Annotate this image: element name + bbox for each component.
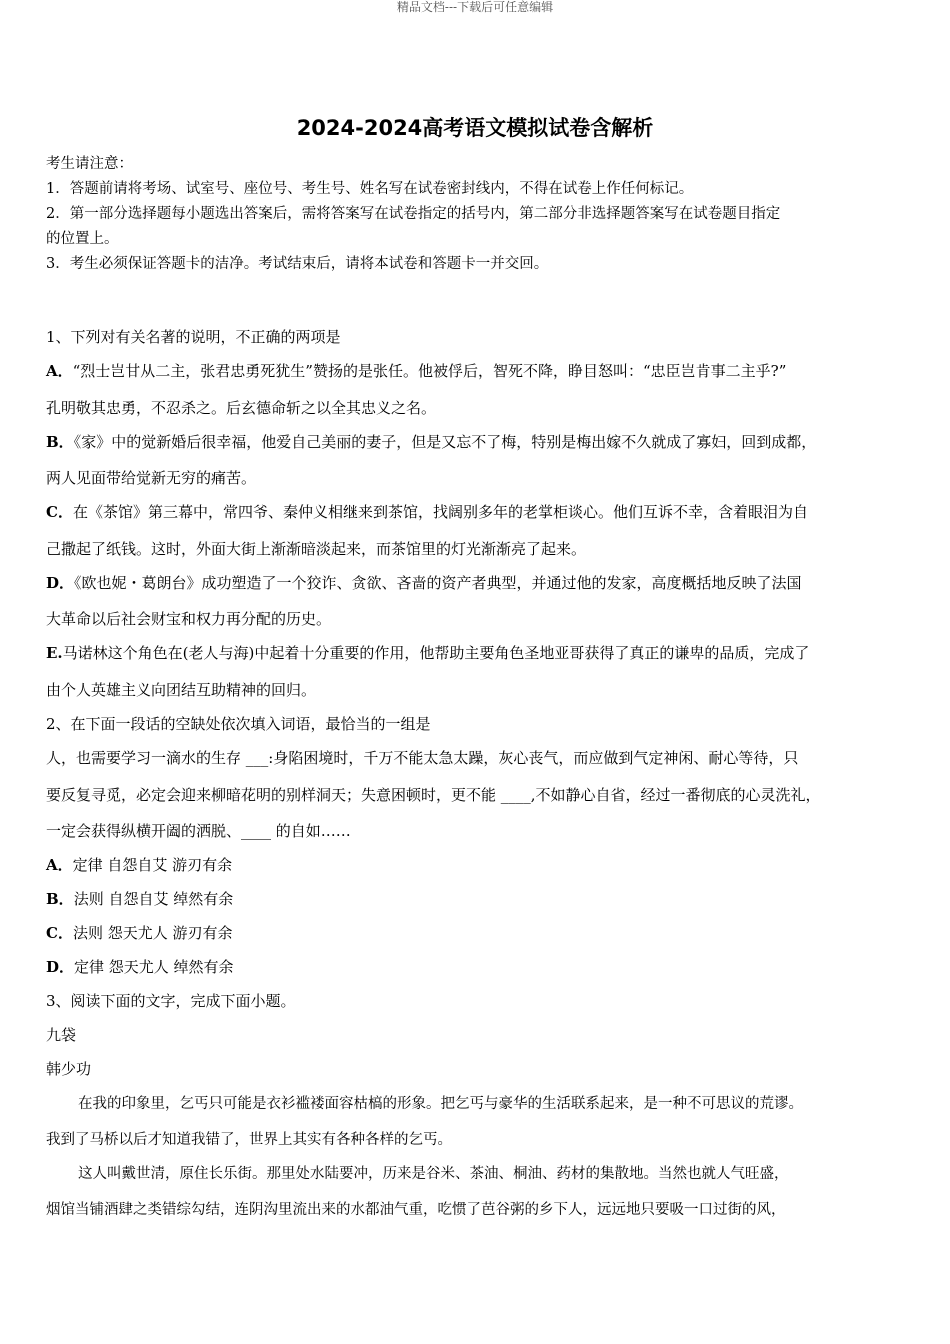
option-text: 《家》中的觉新婚后很幸福，他爱自己美丽的妻子，但是又忘不了梅，特别是梅出嫁不久就成了寡妇，回到成都， xyxy=(73,433,817,451)
q1-option-a xyxy=(46,360,786,381)
q2-option-b xyxy=(46,888,233,909)
q1-option-c-cont: 己撒起了纸钱。这时，外面大街上渐渐暗淡起来，而茶馆里的灯光渐渐亮了起来。 xyxy=(46,540,587,558)
option-text: “烈士岂甘从二主，张君忠勇死犹生”赞扬的是张任。他被俘后，智死不降，睁目怒叫：“忠臣岂肯事二主乎?” xyxy=(72,362,787,380)
option-label: D． xyxy=(46,958,75,976)
q1-option-c xyxy=(46,501,808,522)
q2-text-line: 人，也需要学习一滴水的生存 ___:身陷困境时，千万不能太急太躁，灰心丧气，而应做到气定神闲、耐心等待，只 xyxy=(46,749,799,767)
option-label: A． xyxy=(46,856,73,874)
document-title: 2024-2024高考语文模拟试卷含解析 xyxy=(296,116,654,140)
option-text: 《欧也妮・葛朗台》成功塑造了一个狡诈、贪欲、吝啬的资产者典型，并通过他的发家，高度概括地反映了法国 xyxy=(74,574,802,592)
q1-option-b-cont: 两人见面带给觉新无穷的痛苦。 xyxy=(46,469,257,487)
q1-option-e xyxy=(46,642,809,663)
q1-option-d-cont: 大革命以后社会财宝和权力再分配的历史。 xyxy=(46,610,332,628)
option-label: B． xyxy=(46,890,74,908)
notice-item: 1．答题前请将考场、试室号、座位号、考生号、姓名写在试卷密封线内，不得在试卷上作任何标记。 xyxy=(46,181,694,197)
option-text: 法则 怨天尤人 游刃有余 xyxy=(72,924,233,942)
option-label: C． xyxy=(46,503,73,521)
notice-heading: 考生请注意： xyxy=(46,156,133,172)
q2-text-line: 要反复寻觅，必定会迎来柳暗花明的别样洞天；失意困顿时，更不能 ____,不如静心自省，经过一番彻底的心灵洗礼， xyxy=(46,786,821,804)
passage-paragraph: 在我的印象里，乞丐只可能是衣衫褴褛面容枯槁的形象。把乞丐与豪华的生活联系起来，是一种不可思议的荒谬。 xyxy=(78,1096,803,1112)
header-note: 精品文档---下载后可任意编辑 xyxy=(396,0,554,14)
q1-option-a-cont: 孔明敬其忠勇，不忍杀之。后玄德命斩之以全其忠义之名。 xyxy=(46,399,437,417)
option-text: 定律 怨天尤人 绰然有余 xyxy=(74,958,234,976)
option-label: C． xyxy=(46,924,73,942)
option-label: A． xyxy=(46,362,73,380)
q2-text-line: 一定会获得纵横开阖的洒脱、____ 的自如…… xyxy=(46,822,351,840)
q2-option-a xyxy=(46,854,232,875)
passage-paragraph: 我到了马桥以后才知道我错了，世界上其实有各种各样的乞丐。 xyxy=(46,1132,452,1148)
passage-paragraph: 烟馆当铺酒肆之类错综勾结，连阴沟里流出来的水都油气重，吃惯了芭谷粥的乡下人，远远地只要吸一口过街的风， xyxy=(46,1202,786,1218)
q2-option-c xyxy=(46,922,233,943)
passage-title: 九袋 xyxy=(46,1026,77,1044)
option-text: 在《茶馆》第三幕中，常四爷、秦仲义相继来到茶馆，找阔别多年的老掌柜谈心。他们互诉不幸，含着眼泪为自 xyxy=(72,503,808,521)
q1-option-d xyxy=(46,572,802,593)
option-label: B． xyxy=(46,433,74,451)
option-label: D． xyxy=(46,574,75,592)
q1-stem: 1、下列对有关名著的说明，不正确的两项是 xyxy=(46,328,341,346)
option-text: 马诺林这个角色在(老人与海)中起着十分重要的作用，他帮助主要角色圣地亚哥获得了真正的谦卑的品质，完成了 xyxy=(62,644,810,662)
notice-item: 的位置上。 xyxy=(46,231,119,247)
option-text: 法则 自怨自艾 绰然有余 xyxy=(73,890,234,908)
q2-option-d xyxy=(46,956,234,977)
q1-option-e-cont: 由个人英雄主义向团结互助精神的回归。 xyxy=(46,681,317,699)
passage-author: 韩少功 xyxy=(46,1060,92,1078)
notice-item: 3．考生必须保证答题卡的洁净。考试结束后，请将本试卷和答题卡一并交回。 xyxy=(46,256,549,272)
q1-option-b xyxy=(46,431,816,452)
q2-stem: 2、在下面一段话的空缺处依次填入词语，最恰当的一组是 xyxy=(46,715,431,733)
option-label: E. xyxy=(46,644,63,662)
q3-stem: 3、阅读下面的文字，完成下面小题。 xyxy=(46,992,296,1010)
passage-paragraph: 这人叫戴世清，原住长乐街。那里处水陆要冲，历来是谷米、茶油、桐油、药材的集散地。当然也就人气旺盛， xyxy=(78,1166,789,1182)
option-text: 定律 自怨自艾 游刃有余 xyxy=(72,856,233,874)
notice-item: 2．第一部分选择题每小题选出答案后，需将答案写在试卷指定的括号内，第二部分非选择题答案写在试卷题目指定 xyxy=(46,206,781,222)
